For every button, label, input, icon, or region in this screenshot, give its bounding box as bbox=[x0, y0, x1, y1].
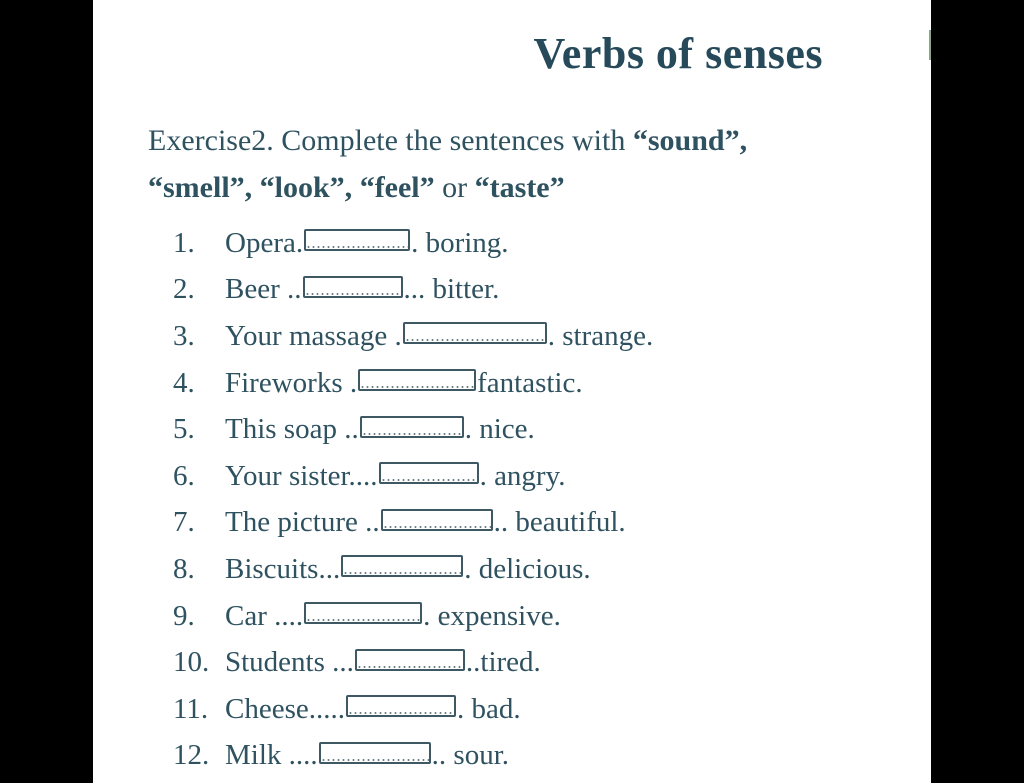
answer-blank[interactable] bbox=[341, 555, 463, 577]
sentence-end: .. sour. bbox=[431, 739, 509, 772]
sentence-start: Students ... bbox=[225, 646, 354, 679]
answer-blank[interactable] bbox=[304, 229, 410, 251]
item-number: 7. bbox=[173, 506, 195, 539]
worksheet-page bbox=[93, 0, 931, 783]
sentence-item bbox=[173, 546, 653, 593]
item-number: 9. bbox=[173, 599, 195, 632]
sentence-end: .. beautiful. bbox=[493, 506, 626, 539]
answer-blank[interactable] bbox=[303, 276, 403, 298]
answer-blank[interactable] bbox=[379, 462, 479, 484]
sentence-start: This soap .. bbox=[225, 413, 359, 446]
answer-blank[interactable] bbox=[360, 416, 464, 438]
answer-blank[interactable] bbox=[358, 369, 476, 391]
sentence-end: ... bitter. bbox=[403, 273, 500, 306]
answer-blank[interactable] bbox=[319, 742, 431, 764]
item-number: 8. bbox=[173, 552, 195, 585]
sentence-start: Fireworks . bbox=[225, 366, 358, 399]
sentence-start: Cheese..... bbox=[225, 692, 345, 725]
sentence-item bbox=[173, 313, 653, 360]
item-number: 6. bbox=[173, 459, 195, 492]
sentence-item bbox=[173, 453, 653, 500]
keyword-smell: “smell”, bbox=[148, 171, 253, 204]
sentence-item bbox=[173, 593, 653, 640]
sentence-start: The picture .. bbox=[225, 506, 380, 539]
answer-blank[interactable] bbox=[304, 602, 422, 624]
sentence-item bbox=[173, 686, 653, 733]
page-title: Verbs of senses bbox=[533, 29, 823, 78]
keyword-look: “look”, bbox=[259, 171, 353, 204]
sentence-item bbox=[173, 220, 653, 267]
sentence-end: . bad. bbox=[457, 692, 521, 725]
keyword-taste: “taste” bbox=[474, 171, 565, 204]
sentence-start: Biscuits... bbox=[225, 552, 341, 585]
sentence-start: Milk .... bbox=[225, 739, 318, 772]
item-number: 1. bbox=[173, 226, 195, 259]
edge-mark bbox=[929, 30, 931, 60]
sentence-start: Car .... bbox=[225, 599, 304, 632]
sentence-start: Your sister.... bbox=[225, 459, 378, 492]
item-number: 3. bbox=[173, 319, 195, 352]
sentence-item bbox=[173, 733, 653, 780]
item-number: 5. bbox=[173, 413, 195, 446]
sentence-end: . strange. bbox=[547, 319, 654, 352]
exercise-instructions bbox=[148, 117, 868, 211]
sentence-end: . nice. bbox=[464, 413, 535, 446]
answer-blank[interactable] bbox=[346, 695, 456, 717]
sentence-end: . delicious. bbox=[464, 552, 591, 585]
item-number: 12. bbox=[173, 739, 210, 772]
sentence-end: . boring. bbox=[411, 226, 509, 259]
sentence-start: Beer .. bbox=[225, 273, 302, 306]
keyword-feel: “feel” bbox=[359, 171, 435, 204]
instructions-prefix: Exercise2. Complete the sentences with bbox=[148, 124, 633, 157]
sentence-list bbox=[173, 220, 653, 779]
sentence-item bbox=[173, 267, 653, 314]
item-number: 10. bbox=[173, 646, 210, 679]
sentence-end: ..tired. bbox=[465, 646, 541, 679]
item-number: 2. bbox=[173, 273, 195, 306]
sentence-end: . angry. bbox=[479, 459, 566, 492]
sentence-end: . expensive. bbox=[423, 599, 561, 632]
item-number: 11. bbox=[173, 692, 209, 725]
sentence-end: fantastic. bbox=[477, 366, 583, 399]
sentence-item bbox=[173, 500, 653, 547]
sentence-start: Opera. bbox=[225, 226, 304, 259]
instructions-or: or bbox=[442, 171, 468, 204]
sentence-item bbox=[173, 406, 653, 453]
answer-blank[interactable] bbox=[381, 509, 493, 531]
sentence-item bbox=[173, 360, 653, 407]
item-number: 4. bbox=[173, 366, 195, 399]
answer-blank[interactable] bbox=[355, 649, 465, 671]
keyword-sound: “sound”, bbox=[632, 124, 748, 157]
sentence-item bbox=[173, 639, 653, 686]
answer-blank[interactable] bbox=[403, 322, 547, 344]
sentence-start: Your massage . bbox=[225, 319, 402, 352]
